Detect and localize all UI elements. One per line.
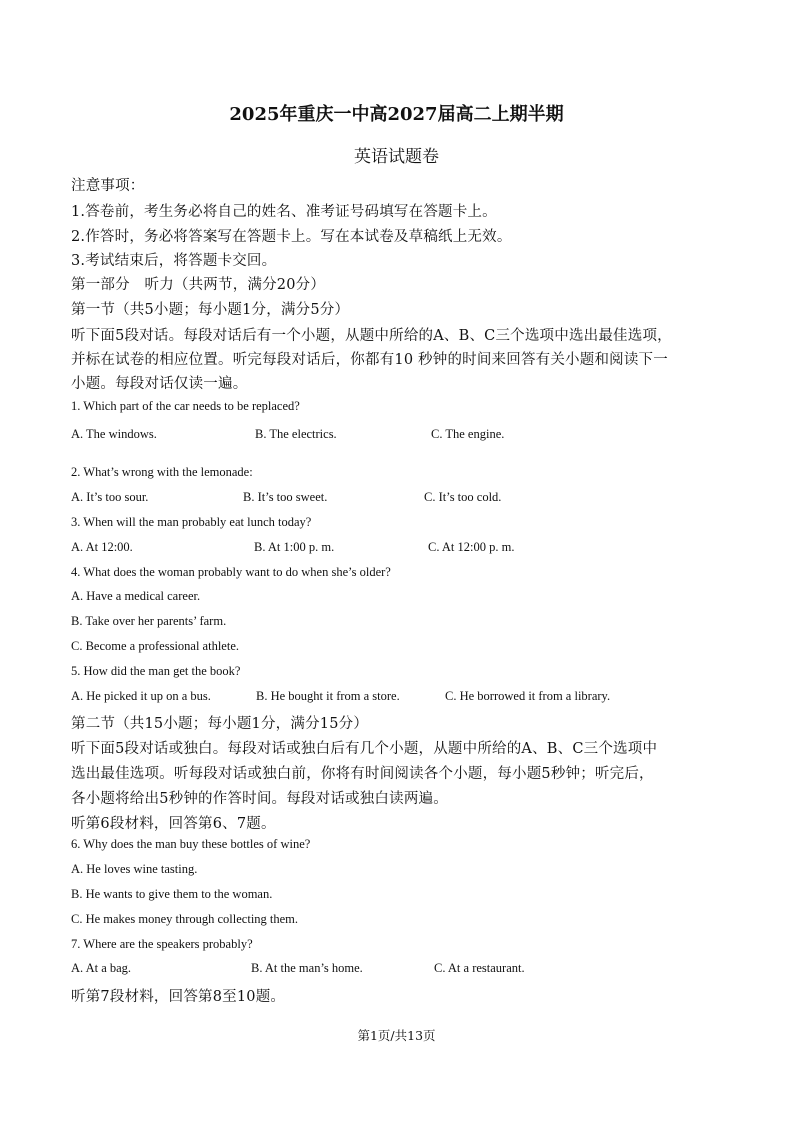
section1-instructions: 听下面5段对话。每段对话后有一个小题，从题中所给的A、B、C三个选项中选出最佳选项， <box>71 328 672 344</box>
q3-option-c: C. At 12:00 p. m. <box>428 540 515 554</box>
notice-heading: 注意事项： <box>71 178 145 194</box>
material-6-heading: 听第6段材料，回答第6、7题。 <box>71 816 276 832</box>
q6-option-b: B. He wants to give them to the woman. <box>71 887 273 901</box>
section1-instructions: 并标在试卷的相应位置。听完每段对话后，你都有10 秒钟的时间来回答有关小题和阅读下一 <box>71 352 668 368</box>
q5-option-c: C. He borrowed it from a library. <box>445 689 611 703</box>
q3-option-b: B. At 1:00 p. m. <box>254 540 335 554</box>
q2-option-c: C. It’s too cold. <box>424 490 502 504</box>
question-3: 3. When will the man probably eat lunch today? <box>71 515 312 529</box>
q5-option-a: A. He picked it up on a bus. <box>71 689 211 703</box>
exam-subtitle: 英语试题卷 <box>354 147 439 167</box>
q1-option-c: C. The engine. <box>431 427 505 441</box>
question-4: 4. What does the woman probably want to do when she’s older? <box>71 565 391 579</box>
q3-option-a: A. At 12:00. <box>71 540 133 554</box>
exam-title: 2025年重庆一中高2027届高二上期半期 <box>229 104 564 125</box>
section2-instructions: 各小题将给出5秒钟的作答时间。每段对话或独白读两遍。 <box>71 791 448 807</box>
q4-option-c: C. Become a professional athlete. <box>71 639 239 653</box>
section1-heading: 第一节（共5小题；每小题1分，满分5分） <box>71 302 350 318</box>
q6-option-a: A. He loves wine tasting. <box>71 862 198 876</box>
material-7-heading: 听第7段材料，回答第8至10题。 <box>71 989 286 1005</box>
q1-option-a: A. The windows. <box>71 427 157 441</box>
q6-option-c: C. He makes money through collecting them. <box>71 912 299 926</box>
notice-item: 1.答卷前，考生务必将自己的姓名、准考证号码填写在答题卡上。 <box>71 204 497 220</box>
q4-option-a: A. Have a medical career. <box>71 589 201 603</box>
page-footer: 第1页/共13页 <box>357 1028 436 1043</box>
section1-instructions: 小题。每段对话仅读一遍。 <box>71 376 248 392</box>
question-7: 7. Where are the speakers probably? <box>71 937 253 951</box>
q2-option-b: B. It’s too sweet. <box>243 490 328 504</box>
q5-option-b: B. He bought it from a store. <box>256 689 400 703</box>
q7-option-a: A. At a bag. <box>71 961 132 975</box>
section2-instructions: 选出最佳选项。听每段对话或独白前，你将有时间阅读各个小题，每小题5秒钟；听完后， <box>71 766 654 782</box>
section2-instructions: 听下面5段对话或独白。每段对话或独白后有几个小题，从题中所给的A、B、C三个选项中 <box>71 741 658 757</box>
q7-option-c: C. At a restaurant. <box>434 961 525 975</box>
q2-option-a: A. It’s too sour. <box>71 490 149 504</box>
q1-option-b: B. The electrics. <box>255 427 337 441</box>
notice-item: 2.作答时，务必将答案写在答题卡上。写在本试卷及草稿纸上无效。 <box>71 229 512 245</box>
question-6: 6. Why does the man buy these bottles of wine? <box>71 837 311 851</box>
notice-item: 3.考试结束后，将答题卡交回。 <box>71 253 277 269</box>
q4-option-b: B. Take over her parents’ farm. <box>71 614 227 628</box>
question-2: 2. What’s wrong with the lemonade: <box>71 465 253 479</box>
section2-heading: 第二节（共15小题；每小题1分，满分15分） <box>71 716 369 732</box>
question-5: 5. How did the man get the book? <box>71 664 241 678</box>
q7-option-b: B. At the man’s home. <box>251 961 363 975</box>
part1-heading: 第一部分 听力（共两节，满分20分） <box>71 277 326 293</box>
question-1: 1. Which part of the car needs to be replaced? <box>71 399 300 413</box>
